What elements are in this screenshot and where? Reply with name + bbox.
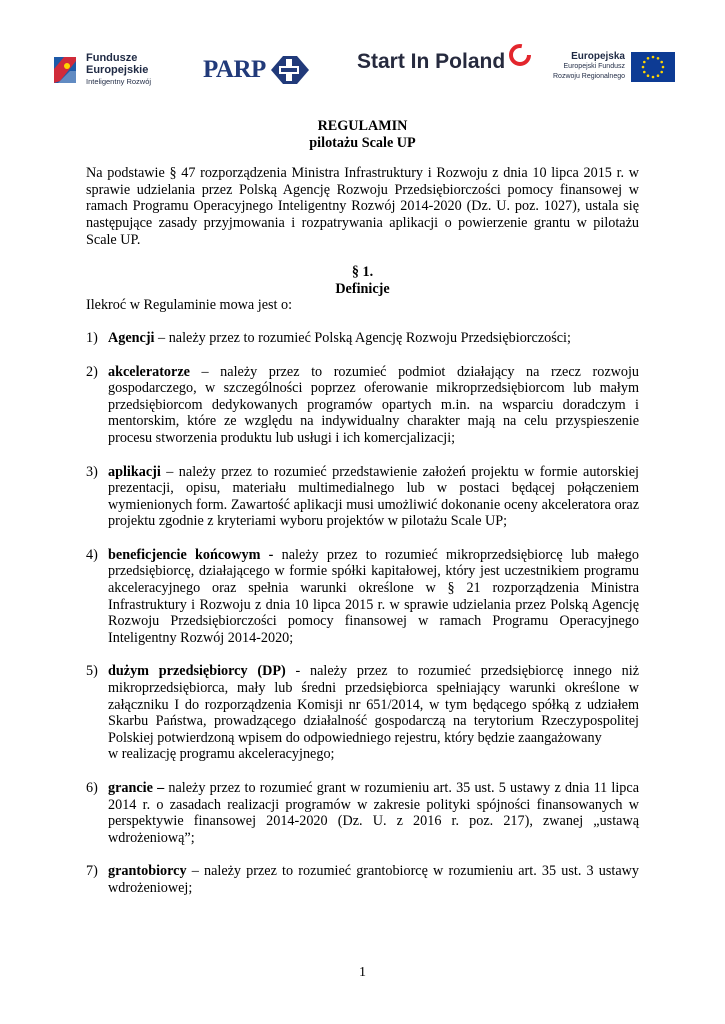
item-number: 2) [86,363,98,380]
item-term: Agencji [108,329,155,346]
item-text-continued: w realizację programu akceleracyjnego; [108,746,335,763]
parp-emblem-icon [269,56,309,84]
parp-text: PARP [203,56,266,83]
eu-flag-icon [631,52,675,82]
list-item [86,863,639,896]
item-number: 6) [86,780,98,796]
item-text: – należy przez to rozumieć Polską Agencję Rozwoju Przedsiębiorczości; [154,329,571,346]
item-number: 5) [86,663,98,680]
item-text: – należy przez to rozumieć przedstawienie założeń projektu w formie autorskiej prezentacji, opisu, materiału multimedialnego lub w postaci będącej połączeniem wymienionych form. Zawartość aplikacji musi umożliwić dokonanie oceny akceleratora oraz projektu zgodnie z kryteriami wyboru projektów w pilotażu Scale UP; [108,463,639,530]
item-term: grancie – [108,780,165,796]
start-in-poland-ring-icon [507,42,533,72]
item-text: - należy przez to rozumieć przedsiębiorcę innego niż mikroprzedsiębiorca, mały lub średni przedsiębiorca spełniający warunki określone w załączniku I do rozporządzenia Komisji nr 651/2014, w tym będącego spółką z udziałem Skarbu Państwa, prowadzącego działalność gospodarczą na terytorium Rzeczypospolitej Polskiej potwierdzoną wpisem do odpowiedniego rejestru, który będzie zaangażowany [108,663,640,746]
parp-logo [203,56,309,84]
item-term: aplikacji [108,463,161,480]
header-logos [0,44,725,94]
list-item [86,330,639,347]
item-term: akceleratorze [108,363,190,380]
ue-line2: Europejski Fundusz [563,63,625,70]
fundusze-europejskie-icon [50,55,80,85]
list-item [86,663,639,763]
list-item [86,364,639,447]
fe-line3: Inteligentny Rozwój [86,77,152,86]
fe-line1: Fundusze [86,52,138,64]
item-number: 3) [86,463,98,480]
section-title: Definicje [335,280,390,297]
list-item [86,464,639,530]
item-number: 7) [86,863,98,880]
item-term: beneficjencie końcowym - [108,546,274,563]
ue-line3: Rozwoju Regionalnego [553,73,625,80]
item-text: – należy przez to rozumieć grantobiorcę w rozumieniu art. 35 ust. 3 ustawy wdrożeniowej; [108,863,639,896]
document-title: REGULAMIN [317,118,408,134]
unia-europejska-logo [553,52,675,82]
item-number: 4) [86,546,98,563]
item-number: 1) [86,329,98,346]
list-item [86,780,639,846]
ue-line1: Europejska [571,51,625,62]
fundusze-europejskie-logo [50,52,151,88]
start-in-poland-text: Start In Poland [357,50,506,73]
definitions-list [86,330,639,897]
intro-paragraph: Na podstawie § 47 rozporządzenia Ministra Infrastruktury i Rozwoju z dnia 10 lipca 2015 r. w sprawie udzielania przez Polską Agencję Rozwoju Przedsiębiorczości pomocy finansowej w ramach Programu Operacyjnego Inteligentny Rozwój 2014-2020 (Dz. U. poz. 1027), ustala się następujące zasady przyjmowania i rozpatrywania aplikacji o powierzenie grantu w pilotażu Scale UP. [86,165,639,248]
start-in-poland-logo [357,50,533,74]
item-term: dużym przedsiębiorcy (DP) [108,663,286,680]
page-number: 1 [359,965,366,980]
definitions-lead: Ilekroć w Regulaminie mowa jest o: [86,297,293,314]
item-text: – należy przez to rozumieć podmiot działający na rzecz rozwoju gospodarczego, w szczególności poprzez oferowanie mikroprzedsiębiorcom lub małym przedsiębiorcom dedykowanych programów opartych m.in. na wsparciu doradczym i mentorskim, które ze względu na indywidualny charakter mają na celu przyspieszenie procesu stworzenia produktu lub usługi i ich komercjalizacji; [108,363,639,446]
item-term: grantobiorcy [108,863,187,880]
item-text: należy przez to rozumieć grant w rozumieniu art. 35 ust. 5 ustawy z dnia 11 lipca 2014 r. o zasadach realizacji programów w zakresie polityki spójności finansowanych w perspektywie finansowej 2014-2020 (Dz. U. z 2016 r. poz. 217), zwanej „ustawą wdrożeniową”; [108,780,639,846]
document-subtitle: pilotażu Scale UP [309,134,416,151]
section-number: § 1. [351,264,374,281]
list-item [86,547,639,647]
fe-line2: Europejskie [86,64,149,76]
item-text: należy przez to rozumieć mikroprzedsiębiorcę lub małego przedsiębiorcę, działającego w formie spółki kapitałowej, który jest uczestnikiem programu akceleracyjnego oraz spełnia warunki określone w § 21 rozporządzenia Ministra Infrastruktury i Rozwoju z dnia 10 lipca 2015 r. w sprawie udzielania przez Polską Agencję Rozwoju Przedsiębiorczości pomocy finansowej w ramach Programu Operacyjnego Inteligentny Rozwój 2014-2020; [108,546,639,646]
document-body [86,118,639,914]
